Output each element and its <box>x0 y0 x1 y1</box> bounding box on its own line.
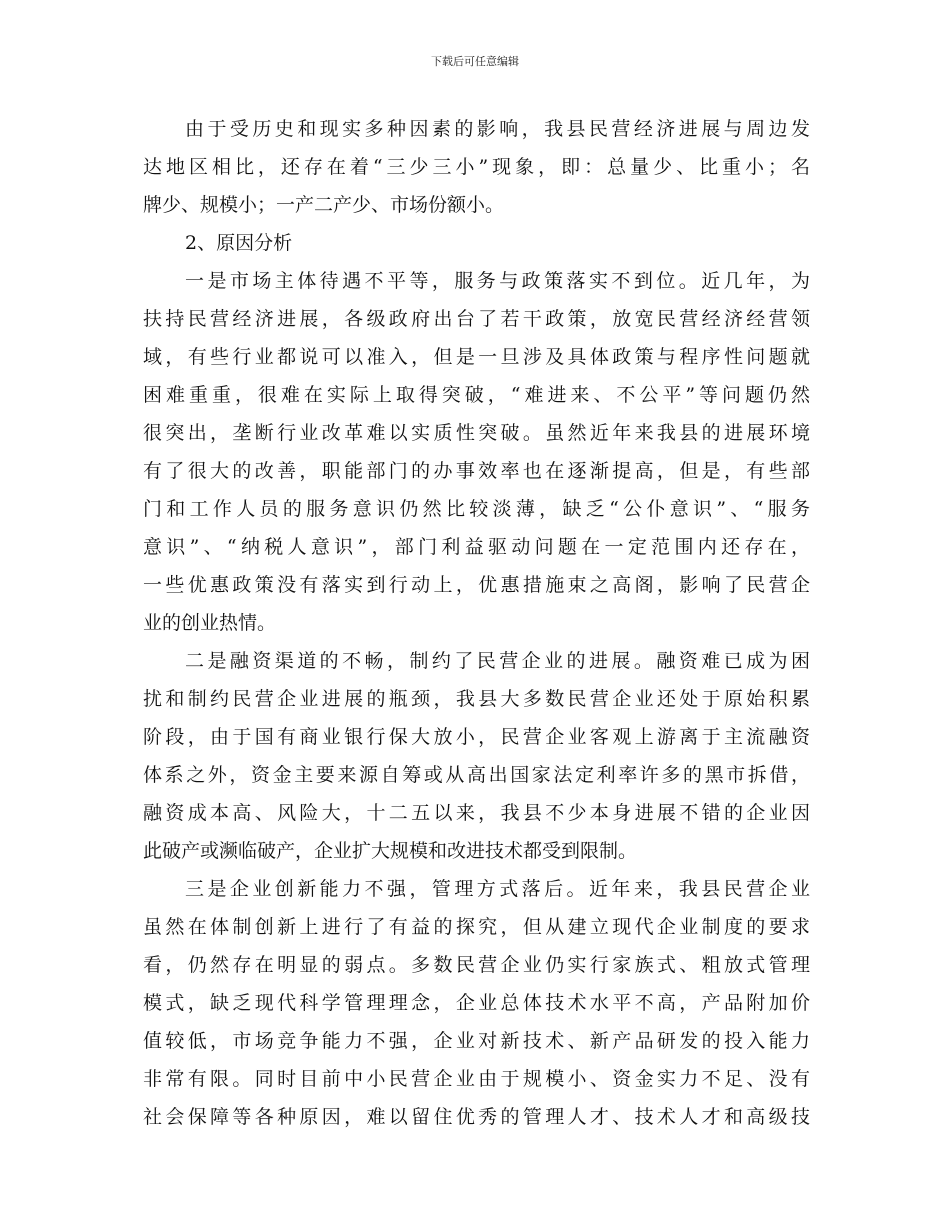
text-line: 社会保障等各种原因，难以留住优秀的管理人才、技术人才和高级技 <box>143 1106 810 1128</box>
text-line: 非常有限。同时目前中小民营企业由于规模小、资金实力不足、没有 <box>143 1068 810 1090</box>
text-line: 三是企业创新能力不强，管理方式落后。近年来，我县民营企业 <box>185 878 810 900</box>
text-line: 虽然在体制创新上进行了有益的探究，但从建立现代企业制度的要求 <box>143 916 810 938</box>
section-heading: 2、原因分析 <box>185 232 293 254</box>
text-line: 域，有些行业都说可以准入，但是一旦涉及具体政策与程序性问题就 <box>143 346 810 368</box>
text-line: 一些优惠政策没有落实到行动上，优惠措施束之高阁，影响了民营企 <box>143 574 810 596</box>
text-line: 很突出，垄断行业改革难以实质性突破。虽然近年来我县的进展环境 <box>143 422 810 444</box>
page-header: 下载后可任意编辑 <box>431 55 519 68</box>
text-line: 业的创业热情。 <box>143 612 277 634</box>
text-line: 此破产或濒临破产，企业扩大规模和改进技术都受到限制。 <box>143 840 638 862</box>
text-line: 一是市场主体待遇不平等，服务与政策落实不到位。近几年，为 <box>185 270 810 292</box>
text-line: 模式，缺乏现代科学管理理念，企业总体技术水平不高，产品附加价 <box>143 992 810 1014</box>
document-body <box>143 110 810 1136</box>
text-line: 有了很大的改善，职能部门的办事效率也在逐渐提高，但是，有些部 <box>143 460 810 482</box>
text-line: 门和工作人员的服务意识仍然比较淡薄，缺乏“公仆意识”、“服务 <box>143 498 810 520</box>
text-line: 二是融资渠道的不畅，制约了民营企业的进展。融资难已成为困 <box>185 650 810 672</box>
text-line: 达地区相比，还存在着“三少三小”现象，即：总量少、比重小；名 <box>143 156 810 178</box>
text-line: 意识”、“纳税人意识”，部门利益驱动问题在一定范围内还存在， <box>143 536 810 558</box>
text-line: 扰和制约民营企业进展的瓶颈，我县大多数民营企业还处于原始积累 <box>143 688 810 710</box>
text-line: 值较低，市场竞争能力不强，企业对新技术、新产品研发的投入能力 <box>143 1030 810 1052</box>
text-line: 阶段，由于国有商业银行保大放小，民营企业客观上游离于主流融资 <box>143 726 810 748</box>
text-line: 扶持民营经济进展，各级政府出台了若干政策，放宽民营经济经营领 <box>143 308 810 330</box>
text-line: 看，仍然存在明显的弱点。多数民营企业仍实行家族式、粗放式管理 <box>143 954 810 976</box>
text-line: 融资成本高、风险大，十二五以来，我县不少本身进展不错的企业因 <box>143 802 810 824</box>
text-line: 体系之外，资金主要来源自筹或从高出国家法定利率许多的黑市拆借， <box>143 764 810 786</box>
text-line: 由于受历史和现实多种因素的影响，我县民营经济进展与周边发 <box>185 118 810 140</box>
text-line: 牌少、规模小；一产二产少、市场份额小。 <box>143 194 505 216</box>
text-line: 困难重重，很难在实际上取得突破，“难进来、不公平”等问题仍然 <box>143 384 810 406</box>
